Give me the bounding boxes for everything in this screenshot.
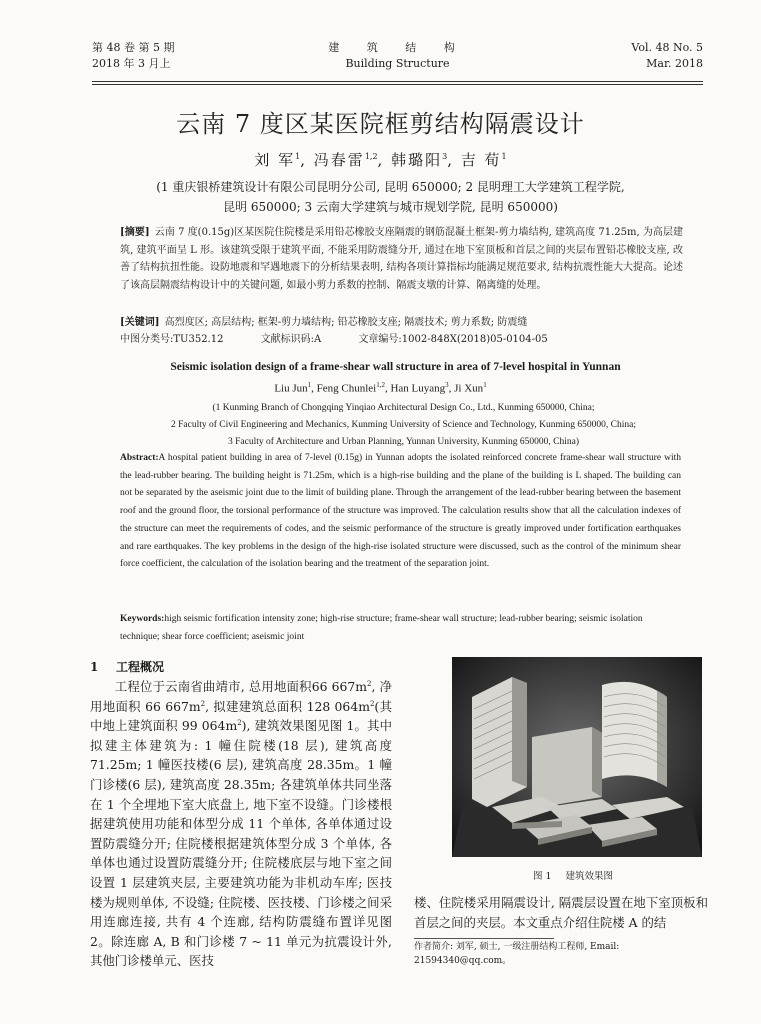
authors-cn: 刘 军$^1$, 冯春雷$^{1,2}$, 韩璐阳$^3$, 吉 荀$^1$ <box>254 151 507 169</box>
section-number: 1 <box>90 660 99 674</box>
body-text: , 拟建建筑总面积 128 064m <box>205 698 370 714</box>
affiliation-line: 昆明 650000; 3 云南大学建筑与城市规划学院, 昆明 650000) <box>223 200 558 214</box>
author-affil-mark: 1,2 <box>364 152 378 161</box>
abstract-en-tag: Abstract: <box>120 453 159 463</box>
keywords-cn-tag: [关键词] <box>120 317 160 328</box>
body-text-right <box>414 893 708 933</box>
figure-caption <box>408 868 738 882</box>
footnote-rule <box>414 938 554 939</box>
section-title: 工程概况 <box>116 660 165 674</box>
figure-label: 图 1 <box>532 871 552 882</box>
body-text: , 净用地面积 66 667m <box>90 679 392 714</box>
header-journal-en: Building Structure <box>345 57 450 70</box>
superscript: 2 <box>237 719 242 728</box>
header-volume-cn: 第 48 卷 第 5 期 <box>92 41 175 54</box>
body-text: ), 建筑效果图见图 1。其中拟建主体建筑为: 1 幢住院楼(18 层), 建筑高度 71.25m; 1 幢医技楼(6 层), 建筑高度 28.35m。1 幢门诊楼(6 层), 建筑高度 28.35m; 各建筑单体共同坐落在 1 个全埋地下室大底盘上, 地下室不设缝。门诊楼根据建筑使用功能和体型分成 11 个单体, 各单体通过设置防震缝分开; 住院楼根据建筑体型分成 3 个单体, 各单体也通过设置防震缝分开; 住院楼底层与地下室之间设置 1 层建筑夹层, 主要建筑功能为非机动车库; 医技楼为规则单体, 不设缝; 住院楼、医技楼、门诊楼之间采用连廊连接, 共有 4 个连廊, 结构防震缝布置详见图 2。除连廊 A, B 和门诊楼 7 ~ 11 单元为抗震设计外, 其他门诊楼单元、医技 <box>90 718 392 969</box>
affiliations-cn <box>100 177 681 217</box>
abstract-en <box>120 450 681 574</box>
body-text: (其中地上建筑面积 99 064m <box>90 698 392 734</box>
superscript: 2 <box>200 699 206 708</box>
author-affil-mark: 1 <box>483 381 487 389</box>
running-header <box>92 40 703 80</box>
header-volume-en: Vol. 48 No. 5 <box>631 41 703 54</box>
abstract-cn-tag: [摘要] <box>120 227 150 238</box>
author-name: 刘 军 <box>254 151 296 169</box>
figure-architectural-rendering <box>452 657 702 857</box>
affiliation-line-en: 2 Faculty of Civil Engineering and Mechanics, Kunming University of Science and Technology, Kunming 650000, China; <box>170 420 637 430</box>
keywords-en-tag: Keywords: <box>120 614 165 624</box>
section-heading <box>90 658 164 675</box>
header-date-en: Mar. 2018 <box>646 57 703 70</box>
author-affil-mark: 1,2 <box>376 381 385 389</box>
keywords-en-text: high seismic fortification intensity zone; high-rise structure; frame-shear wall structure; lead-rubber bearing; seismic isolation technique; shear force coefficient; aseismic joint <box>120 614 643 642</box>
author-name: 韩璐阳 <box>391 151 443 169</box>
figure-caption-text: 建筑效果图 <box>565 871 614 882</box>
header-rule-bottom <box>92 84 703 85</box>
keywords-en <box>120 611 681 646</box>
author-affil-mark: 1 <box>307 381 312 389</box>
body-text: 工程位于云南省曲靖市, 总用地面积66 667m <box>114 679 368 694</box>
abstract-cn <box>120 224 683 294</box>
author-name-en: Han Luyang <box>390 382 446 395</box>
paper-title-en: Seismic isolation design of a frame-shear wall structure in area of 7-level hospital in Yunnan <box>170 361 621 373</box>
header-rule-top <box>92 81 703 82</box>
author-name-en: Feng Chunlei <box>316 382 377 395</box>
document-code: 文献标识码:A <box>260 334 322 345</box>
author-name-en: Liu Jun <box>274 382 308 395</box>
header-issue-en <box>631 40 703 72</box>
author-affil-mark: 3 <box>442 152 448 161</box>
body-text: 楼、住院楼采用隔震设计, 隔震层设置在地下室顶板和首层之间的夹层。本文重点介绍住院楼 A 的结 <box>414 895 708 930</box>
author-name: 吉 荀 <box>460 151 502 169</box>
author-affil-mark: 3 <box>445 381 449 389</box>
author-name-en: Ji Xun <box>454 382 484 395</box>
paper-title-cn: 云南 7 度区某医院框剪结构隔震设计 <box>176 110 585 138</box>
affiliation-line: (1 重庆银桥建筑设计有限公司昆明分公司, 昆明 650000; 2 昆明理工大学建筑工程学院, <box>156 180 625 194</box>
header-date-cn: 2018 年 3 月上 <box>92 57 171 70</box>
body-text-left <box>90 677 392 971</box>
superscript: 2 <box>367 679 372 688</box>
keywords-cn-text: 高烈度区; 高层结构; 框架-剪力墙结构; 铅芯橡胶支座; 隔震技术; 剪力系数; 防震缝 <box>164 317 528 328</box>
article-number: 文章编号:1002-848X(2018)05-0104-05 <box>358 334 548 345</box>
author-name: 冯春雷 <box>313 151 365 169</box>
author-affil-mark: 1 <box>295 152 301 161</box>
superscript: 2 <box>369 699 375 708</box>
authors-en: Liu Jun$^1$, Feng Chunlei$^{1,2}$, Han Luyang$^3$, Ji Xun$^1$ <box>274 381 487 395</box>
author-affil-mark: 1 <box>501 152 507 161</box>
keywords-cn <box>120 315 683 331</box>
author-footnote: 作者简介: 刘军, 硕士, 一级注册结构工程师, Email: 21594340@qq.com。 <box>414 942 620 966</box>
affiliations-en <box>108 400 699 451</box>
abstract-cn-text: 云南 7 度(0.15g)区某医院住院楼是采用铅芯橡胶支座隔震的钢筋混凝土框架-剪力墙结构, 建筑高度 71.25m, 为高层建筑, 建筑平面呈 L 形。该建筑受限于建筑平面, 不能采用防震缝分开, 通过在地下室顶板和首层之间的夹层布置铅芯橡胶支座, 改善了结构抗扭性能。设防地震和罕遇地震下的分析结果表明, 结构各项计算指标均能满足规范要求, 结构抗震性能大大提高。论述了该高层隔震结构设计中的关键问题, 如最小剪力系数的控制、隔震支墩的计算、隔离缝的处理。 <box>120 227 683 291</box>
affiliation-line-en: (1 Kunming Branch of Chongqing Yinqiao Architectural Design Co., Ltd., Kunming 650000, China; <box>212 403 595 413</box>
clc-number: 中图分类号:TU352.12 <box>120 334 224 345</box>
affiliation-line-en: 3 Faculty of Architecture and Urban Planning, Yunnan University, Kunming 650000, China) <box>228 437 579 447</box>
abstract-en-text: A hospital patient building in area of 7-level (0.15g) in Yunnan adopts the isolated reinforced concrete frame-shear wall structure with the lead-rubber bearing. The building height is 71.25m, which is a high-rise building and the plane of the building is L shaped. The building can not be separated by the aseismic joint due to the limit of building plane. Through the arrangement of the lead-rubber bearing between the basement roof and the ground floor, the torsional performance of the structure was improved. The calculation results show that all the calculation indexes of the structure can meet the requirements of codes, and the seismic performance of the structure is greatly improved under fortification earthquakes and rare earthquakes. The key problems in the design of the high-rise isolated structure were discussed, such as the control of the minimum shear force coefficient, the calculation of the isolation bearing and the treatment of the separation joint. <box>120 453 681 570</box>
classification-meta <box>120 332 683 348</box>
building-rendering-image <box>452 657 702 857</box>
header-journal <box>92 40 703 72</box>
header-journal-cn: 建 筑 结 构 <box>328 41 467 54</box>
